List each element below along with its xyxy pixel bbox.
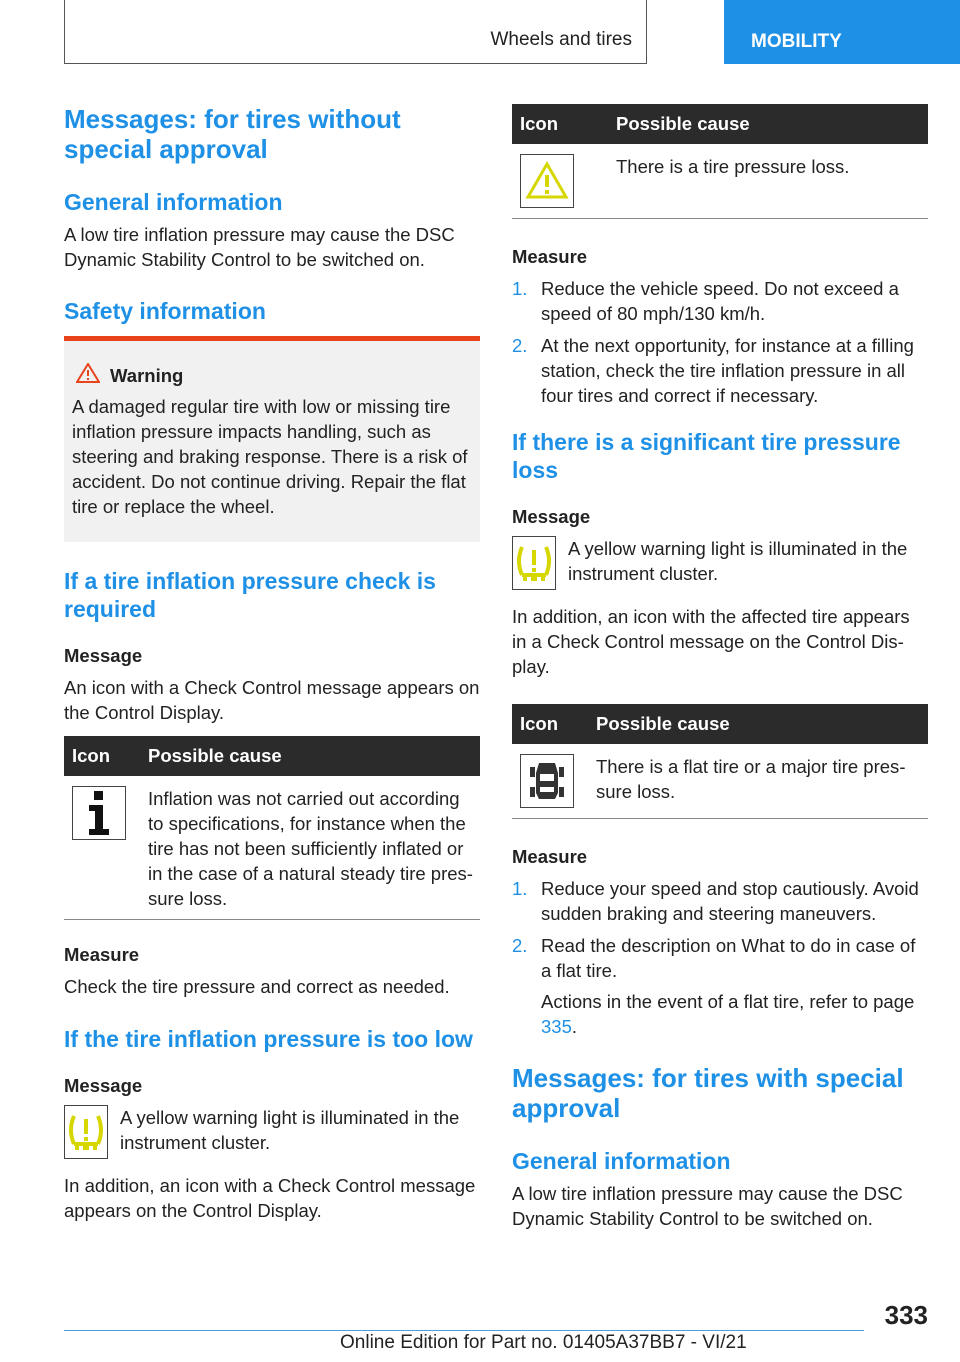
col-cause-header: Possible cause xyxy=(588,704,928,744)
message-label: Message xyxy=(512,506,591,527)
measure-label: Measure xyxy=(64,944,140,965)
general-info-heading: General information xyxy=(512,1148,731,1174)
right-column-2 xyxy=(512,844,928,1231)
warning-triangle-icon xyxy=(520,154,574,208)
header-chapter-tab: MOBILITY xyxy=(724,0,960,64)
loss-table xyxy=(512,104,928,219)
col-cause-header: Possible cause xyxy=(140,736,480,776)
significant-loss-heading: If there is a significant tire pressure loss xyxy=(512,429,901,483)
col-icon-header: Icon xyxy=(64,736,140,776)
safety-info-heading: Safety information xyxy=(64,298,266,324)
tire-pressure-warning-icon xyxy=(64,1105,108,1159)
check-table xyxy=(64,736,480,920)
warning-box xyxy=(64,336,480,542)
left-column-3 xyxy=(64,942,480,1223)
page-link[interactable]: 335 xyxy=(541,1016,572,1037)
general-info-heading: General information xyxy=(64,189,283,215)
table-row xyxy=(512,144,928,219)
message-text: An icon with a Check Control message appears on the Control Display. xyxy=(64,677,480,723)
table-cause-cell: Inflation was not carried out according to specifications, for instance when the tire has not been sufficiently inflated or in the case of a natural steady tire pressure loss. xyxy=(140,776,480,920)
table-cause-cell: There is a flat tire or a major tire pressure loss. xyxy=(588,744,928,819)
warning-triangle-icon xyxy=(76,363,100,388)
info-icon xyxy=(72,786,126,840)
too-low-heading: If the tire inflation pressure is too low xyxy=(64,1026,473,1052)
flat-tire-table xyxy=(512,704,928,819)
addition-text: In addition, an icon with a Check Control message appears on the Control Display. xyxy=(64,1175,476,1221)
section-title: Messages: for tires without special approval xyxy=(64,104,401,164)
list-item: 2. At the next opportunity, for instance at a filling station, check the tire inflation pressure in all four tires and correct if necessary. xyxy=(512,335,914,406)
page-number: 333 xyxy=(884,1300,928,1330)
warning-text: A damaged regular tire with low or missing tire inflation pressure impacts handling, such as steering and braking response. There is a risk of accident. Do not continue driving. Repair the flat tire or replace the wheel. xyxy=(72,396,468,517)
right-column xyxy=(512,244,928,679)
list-item: 2. Read the description on What to do in case of a flat tire. xyxy=(512,935,916,981)
col-cause-header: Possible cause xyxy=(608,104,928,144)
footer-edition: Online Edition for Part no. 01405A37BB7 - VI/21 xyxy=(340,1332,747,1353)
special-approval-title: Messages: for tires with special approval xyxy=(512,1063,904,1123)
col-icon-header: Icon xyxy=(512,104,608,144)
header-section-box xyxy=(64,0,647,64)
left-column xyxy=(64,104,480,325)
table-header-row xyxy=(512,704,928,744)
car-tire-icon xyxy=(520,754,574,808)
general-info-text: A low tire inflation pressure may cause the DSC Dynamic Stability Control to be switched on. xyxy=(64,224,455,270)
measure-label: Measure xyxy=(512,246,588,267)
tire-pressure-warning-icon xyxy=(512,536,556,590)
light-text: A yellow warning light is illuminated in the instrument cluster. xyxy=(120,1107,460,1153)
warning-header xyxy=(76,363,470,388)
warning-label: Warning xyxy=(110,364,184,386)
page-header xyxy=(64,0,960,64)
footer-divider xyxy=(64,1330,864,1331)
message-label: Message xyxy=(64,645,143,666)
list-item: 1. Reduce your speed and stop cautiously. Avoid sudden braking and steering maneuvers. xyxy=(512,878,919,924)
check-required-heading: If a tire inflation pressure check is required xyxy=(64,568,436,622)
measure-list-2 xyxy=(512,876,928,983)
table-cause-cell: There is a tire pressure loss. xyxy=(608,144,928,219)
header-section-title: Wheels and tires xyxy=(490,29,632,50)
col-icon-header: Icon xyxy=(512,704,588,744)
measure-text: Check the tire pressure and correct as needed. xyxy=(64,976,450,997)
left-column-2 xyxy=(64,567,480,725)
message-label-2: Message xyxy=(64,1075,143,1096)
table-header-row xyxy=(64,736,480,776)
addition-text: In addition, an icon with the affected tire appears in a Check Control message on the Control Display. xyxy=(512,606,910,677)
measure-label-2: Measure xyxy=(512,846,588,867)
light-text: A yellow warning light is illuminated in the instrument cluster. xyxy=(568,538,908,584)
table-row xyxy=(64,776,480,920)
general-info-text: A low tire inflation pressure may cause the DSC Dynamic Stability Control to be switched on. xyxy=(512,1183,903,1229)
table-row xyxy=(512,744,928,819)
list-item: 1. Reduce the vehicle speed. Do not exceed a speed of 80 mph/130 km/h. xyxy=(512,278,899,324)
table-header-row xyxy=(512,104,928,144)
page-reference: Actions in the event of a flat tire, refer to page 335. xyxy=(541,991,915,1037)
measure-list xyxy=(512,276,928,408)
